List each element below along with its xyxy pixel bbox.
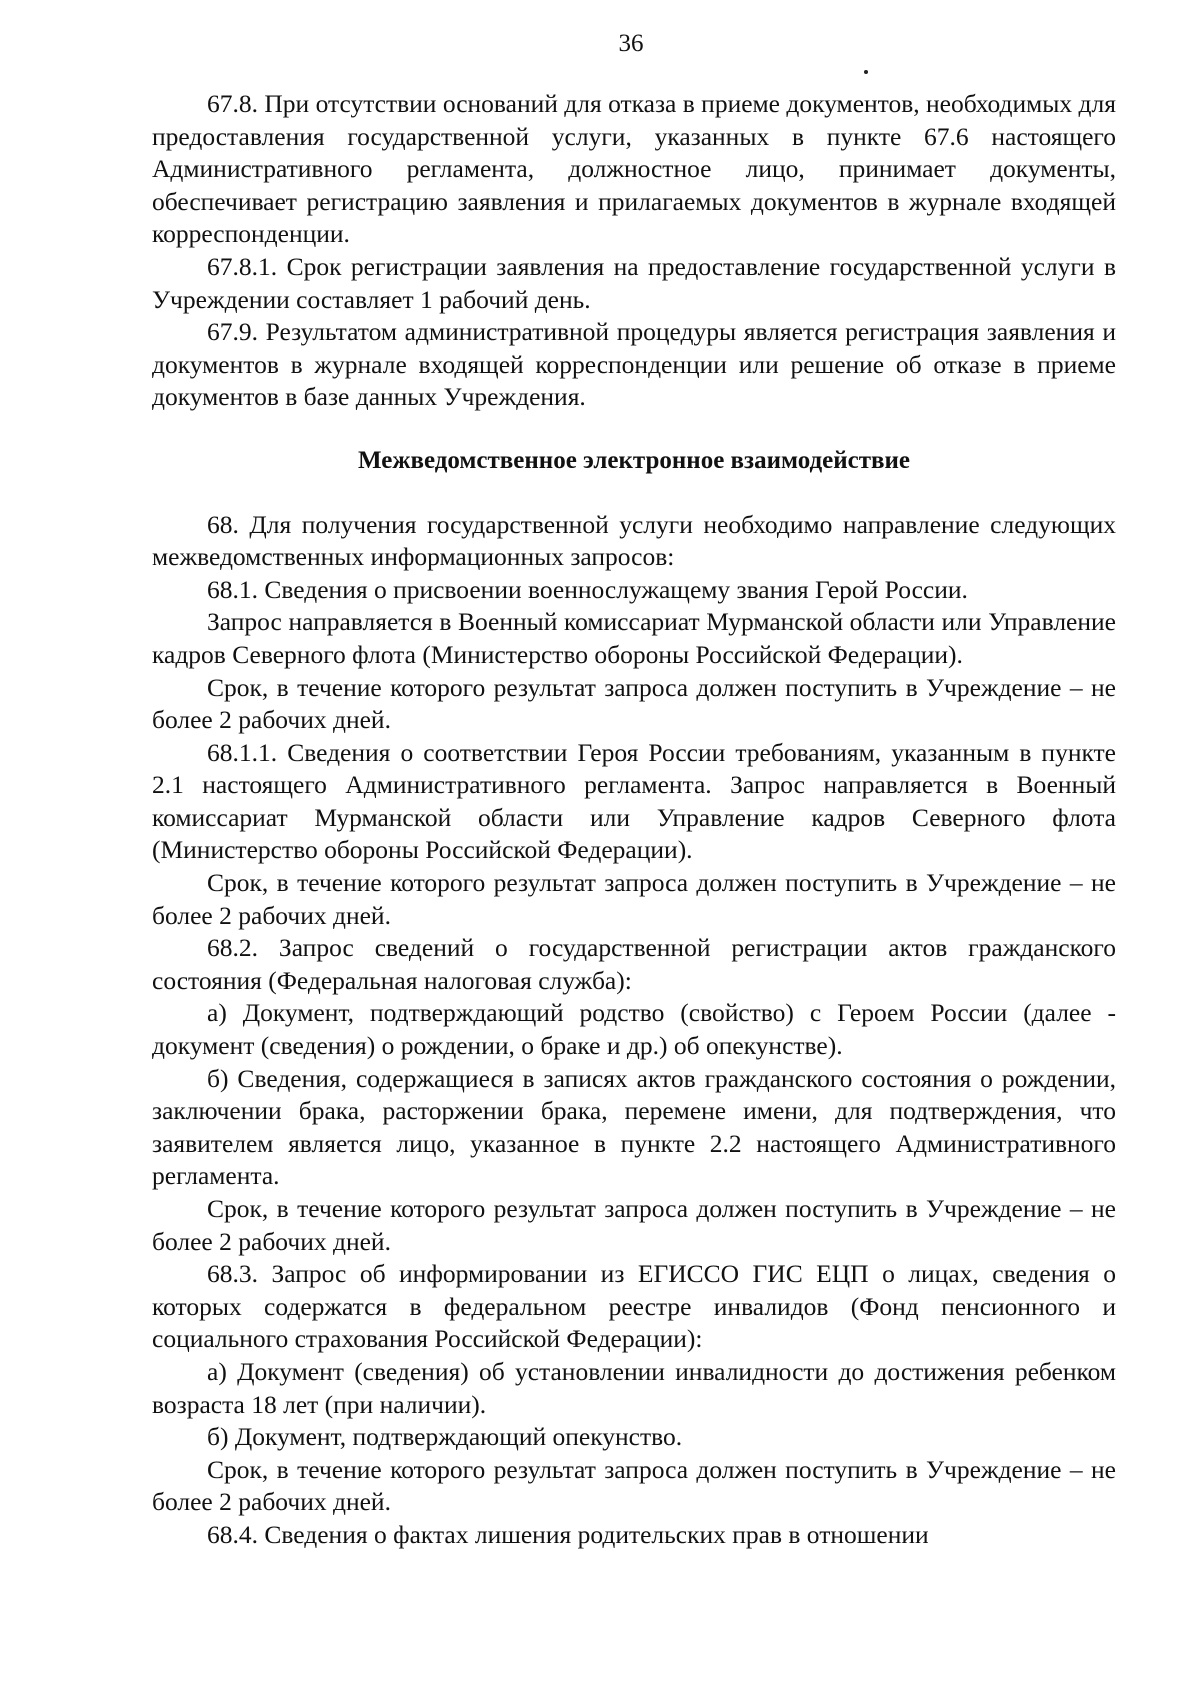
paragraph-68-4: 68.4. Сведения о фактах лишения родительских прав в отношении <box>207 1519 929 1549</box>
paragraph-67-8-1: 67.8.1. Срок регистрации заявления на предоставление государственной услуги в Учреждении составляет 1 рабочий день. <box>152 251 1116 314</box>
paragraph-68-1: 68.1. Сведения о присвоении военнослужащему звания Герой России. <box>207 574 968 604</box>
paragraph-68: 68. Для получения государственной услуги необходимо направление следующих межведомственных информационных запросов: <box>152 509 1116 572</box>
paragraph-68-2: 68.2. Запрос сведений о государственной регистрации актов гражданского состояния (Федеральная налоговая служба): <box>152 933 1116 995</box>
paragraph-68-1-1-deadline: Срок, в течение которого результат запроса должен поступить в Учреждение – не более 2 рабочих дней. <box>152 868 1116 930</box>
paragraph-68-3: 68.3. Запрос об информировании из ЕГИССО ГИС ЕЦП о лицах, сведения о которых содержатся в федеральном реестре инвалидов (Фонд пенсионного и социального страхования Российской Федерации): <box>152 1259 1116 1354</box>
document-body <box>152 88 1116 1552</box>
paragraph-68-3-b: б) Документ, подтверждающий опекунство. <box>207 1422 683 1452</box>
paragraph-68-2-deadline: Срок, в течение которого результат запроса должен поступить в Учреждение – не более 2 рабочих дней. <box>152 1194 1116 1256</box>
paragraph-68-3-a: а) Документ (сведения) об установлении инвалидности до достижения ребенком возраста 18 лет (при наличии). <box>152 1356 1116 1419</box>
paragraph-68-3-deadline: Срок, в течение которого результат запроса должен поступить в Учреждение – не более 2 рабочих дней. <box>152 1454 1116 1517</box>
page-number: 36 <box>618 30 644 57</box>
paragraph-68-2-a: а) Документ, подтверждающий родство (свойство) с Героем России (далее - документ (сведения) о рождении, о браке и др.) об опекунстве). <box>152 998 1116 1061</box>
paragraph-68-2-b: б) Сведения, содержащиеся в записях актов гражданского состояния о рождении, заключении брака, расторжении брака, перемене имени, для подтверждения, что заявителем является лицо, указанное в пункте 2.2 настоящего Административного регламента. <box>152 1063 1116 1191</box>
paragraph-67-8: 67.8. При отсутствии оснований для отказа в приеме документов, необходимых для предоставления государственной услуги, указанных в пункте 67.6 настоящего Административного регламента, должностное лицо, принимает документы, обеспечивает регистрацию заявления и прилагаемых документов в журнале входящей корреспонденции. <box>152 89 1116 249</box>
paragraph-67-9: 67.9. Результатом административной процедуры является регистрация заявления и документов в журнале входящей корреспонденции или решение об отказе в приеме документов в базе данных Учреждения. <box>152 317 1116 412</box>
paragraph-68-1-1: 68.1.1. Сведения о соответствии Героя России требованиям, указанным в пункте 2.1 настоящего Административного регламента. Запрос направляется в Военный комиссариат Мурманской области или Управление кадров Северного флота (Министерство обороны Российской Федерации). <box>152 737 1116 865</box>
paragraph-68-1-deadline: Срок, в течение которого результат запроса должен поступить в Учреждение – не более 2 рабочих дней. <box>152 672 1116 735</box>
scan-speck <box>864 70 868 74</box>
section-heading: Межведомственное электронное взаимодействие <box>357 446 911 474</box>
paragraph-68-1-request: Запрос направляется в Военный комиссариат Мурманской области или Управление кадров Северного флота (Министерство обороны Российской Федерации). <box>152 607 1116 669</box>
